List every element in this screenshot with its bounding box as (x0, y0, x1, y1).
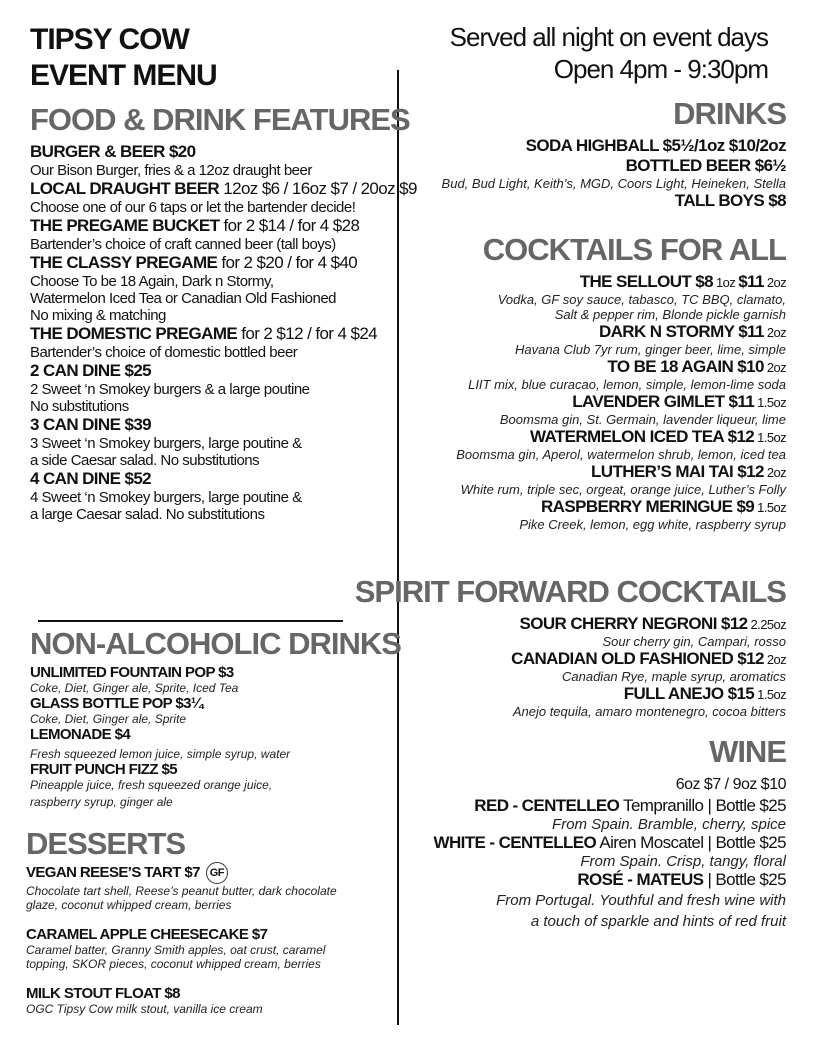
non-alcoholic-list (30, 664, 390, 809)
spirit-forward-heading: SPIRIT FORWARD COCKTAILS (354, 574, 786, 609)
gluten-free-icon: GF (206, 862, 228, 884)
menu-item-desc: From Spain. Crisp, tangy, floral (580, 853, 786, 870)
drinks-list (396, 136, 786, 211)
menu-item-desc: Watermelon Iced Tea or Canadian Old Fashioned (30, 290, 337, 307)
drinks-heading: DRINKS (673, 96, 786, 131)
menu-item-name: 4 CAN DINE $52 (30, 469, 152, 488)
menu-item-desc: Chocolate tart shell, Reese’s peanut butter, dark chocolate (26, 884, 337, 898)
menu-item-desc: From Spain. Bramble, cherry, spice (552, 816, 786, 833)
menu-item-desc: 4 Sweet ‘n Smokey burgers, large poutine & (30, 489, 302, 506)
menu-item-desc: topping, SKOR pieces, coconut whipped cream, berries (26, 957, 321, 971)
cocktails-heading: COCKTAILS FOR ALL (482, 232, 786, 267)
menu-item-name: MILK STOUT FLOAT $8 (26, 985, 180, 1002)
menu-item-desc: Salt & pepper rim, Blonde pickle garnish (554, 307, 786, 322)
menu-item-name: LUTHER’S MAI TAI $12 2oz (591, 462, 786, 481)
food-features-list (30, 142, 417, 523)
menu-item-desc: glaze, coconut whipped cream, berries (26, 898, 232, 912)
menu-item-name: THE SELLOUT $8 1oz $11 2oz (579, 272, 786, 291)
menu-item-name: FRUIT PUNCH FIZZ $5 (30, 761, 177, 778)
menu-item-desc: Boomsma gin, St. Germain, lavender liqueur, lime (499, 412, 786, 427)
menu-item-name: RASPBERRY MERINGUE $9 1.5oz (540, 497, 786, 516)
menu-item-desc: Fresh squeezed lemon juice, simple syrup, water (30, 747, 291, 761)
menu-item-desc: a side Caesar salad. No substitutions (30, 452, 260, 469)
menu-item-desc: Canadian Rye, maple syrup, aromatics (562, 669, 786, 684)
menu-item-name: DARK N STORMY $11 2oz (598, 322, 786, 341)
non-alcoholic-heading: NON-ALCOHOLIC DRINKS (30, 626, 401, 661)
menu-item-desc: Caramel batter, Granny Smith apples, oat crust, caramel (26, 943, 326, 957)
menu-item-desc: Choose To be 18 Again, Dark n Stormy, (30, 273, 274, 290)
desserts-heading: DESSERTS (26, 826, 186, 861)
menu-item-name: WHITE - CENTELLEO Airen Moscatel | Bottle $25 (433, 833, 786, 852)
menu-item-desc: Anejo tequila, amaro montenegro, cocoa bitters (512, 704, 786, 719)
menu-item-desc: Choose one of our 6 taps or let the bartender decide! (30, 199, 356, 216)
menu-item-name: GLASS BOTTLE POP $3¼ (30, 695, 203, 712)
menu-item-name: FULL ANEJO $15 1.5oz (623, 684, 786, 703)
spirit-forward-list (396, 614, 786, 719)
menu-item-desc: No mixing & matching (30, 307, 166, 324)
menu-item-name: BURGER & BEER $20 (30, 142, 196, 161)
event-note: Served all night on event days (449, 22, 768, 52)
menu-item-name: ROSÉ - MATEUS | Bottle $25 (577, 870, 786, 889)
menu-item-name: THE PREGAME BUCKET for 2 $14 / for 4 $28 (30, 216, 360, 235)
food-features-heading: FOOD & DRINK FEATURES (30, 102, 410, 137)
menu-item-desc: a touch of sparkle and hints of red fruit (530, 913, 786, 930)
menu-item-name: TO BE 18 AGAIN $10 2oz (607, 357, 786, 376)
menu-item-desc: Coke, Diet, Ginger ale, Sprite, Iced Tea (30, 681, 239, 695)
cocktails-list (396, 272, 786, 532)
menu-item-name: CARAMEL APPLE CHEESECAKE $7 (26, 926, 268, 943)
menu-item-name: LEMONADE $4 (30, 726, 131, 743)
menu-item-desc: Coke, Diet, Ginger ale, Sprite (30, 712, 187, 726)
menu-item-desc: Sour cherry gin, Campari, rosso (602, 634, 786, 649)
menu-item-name: SODA HIGHBALL $5½/1oz $10/2oz (525, 136, 786, 155)
wine-glass-prices: 6oz $7 / 9oz $10 (675, 776, 786, 793)
menu-item-name: LAVENDER GIMLET $11 1.5oz (572, 392, 786, 411)
wine-list (396, 776, 786, 930)
menu-item-name: BOTTLED BEER $6½ (625, 156, 786, 175)
section-divider (38, 620, 343, 622)
wine-heading: WINE (709, 734, 786, 769)
hours-note: Open 4pm - 9:30pm (553, 54, 768, 84)
menu-item-desc: Vodka, GF soy sauce, tabasco, TC BBQ, clamato, (497, 292, 786, 307)
menu-item-name: 3 CAN DINE $39 (30, 415, 152, 434)
menu-item-name: SOUR CHERRY NEGRONI $12 2.25oz (519, 614, 786, 633)
menu-item-desc: No substitutions (30, 398, 129, 415)
menu-item-name: CANADIAN OLD FASHIONED $12 2oz (511, 649, 786, 668)
menu-item-desc: From Portugal. Youthful and fresh wine with (496, 892, 786, 909)
menu-item-desc: 3 Sweet ‘n Smokey burgers, large poutine & (30, 435, 302, 452)
menu-item-desc: Pike Creek, lemon, egg white, raspberry syrup (519, 517, 786, 532)
menu-item-name: LOCAL DRAUGHT BEER 12oz $6 / 16oz $7 / 20oz $9 (30, 179, 417, 198)
menu-item-desc: Bartender’s choice of craft canned beer (tall boys) (30, 236, 336, 253)
desserts-list (26, 862, 386, 1016)
menu-item-desc: 2 Sweet ‘n Smokey burgers & a large poutine (30, 381, 310, 398)
menu-item-desc: Pineapple juice, fresh squeezed orange juice, (30, 778, 273, 792)
menu-item-desc: Havana Club 7yr rum, ginger beer, lime, simple (515, 342, 786, 357)
menu-item-desc: Bud, Bud Light, Keith’s, MGD, Coors Light, Heineken, Stella (441, 176, 786, 191)
menu-item-desc: Our Bison Burger, fries & a 12oz draught beer (30, 162, 312, 179)
menu-title-line2: EVENT MENU (30, 59, 217, 92)
menu-item-desc: Bartender’s choice of domestic bottled beer (30, 344, 298, 361)
menu-item-desc: a large Caesar salad. No substitutions (30, 506, 265, 523)
menu-title-line1: TIPSY COW (30, 23, 189, 56)
menu-item-desc: Boomsma gin, Aperol, watermelon shrub, lemon, iced tea (456, 447, 786, 462)
menu-item-desc: raspberry syrup, ginger ale (30, 795, 173, 809)
menu-item-desc: OGC Tipsy Cow milk stout, vanilla ice cream (26, 1002, 263, 1016)
menu-item-name: UNLIMITED FOUNTAIN POP $3 (30, 664, 234, 681)
menu-item-name: WATERMELON ICED TEA $12 1.5oz (529, 427, 786, 446)
menu-item-name: 2 CAN DINE $25 (30, 361, 152, 380)
menu-item-desc: LIIT mix, blue curacao, lemon, simple, lemon-lime soda (468, 377, 786, 392)
menu-item-name: THE CLASSY PREGAME for 2 $20 / for 4 $40 (30, 253, 358, 272)
menu-item-name: THE DOMESTIC PREGAME for 2 $12 / for 4 $24 (30, 324, 378, 343)
menu-item-desc: White rum, triple sec, orgeat, orange juice, Luther’s Folly (460, 482, 786, 497)
menu-item-name: VEGAN REESE’S TART $7 GF (26, 862, 386, 884)
menu-item-name: TALL BOYS $8 (674, 191, 786, 210)
menu-item-name: RED - CENTELLEO Tempranillo | Bottle $25 (474, 796, 786, 815)
